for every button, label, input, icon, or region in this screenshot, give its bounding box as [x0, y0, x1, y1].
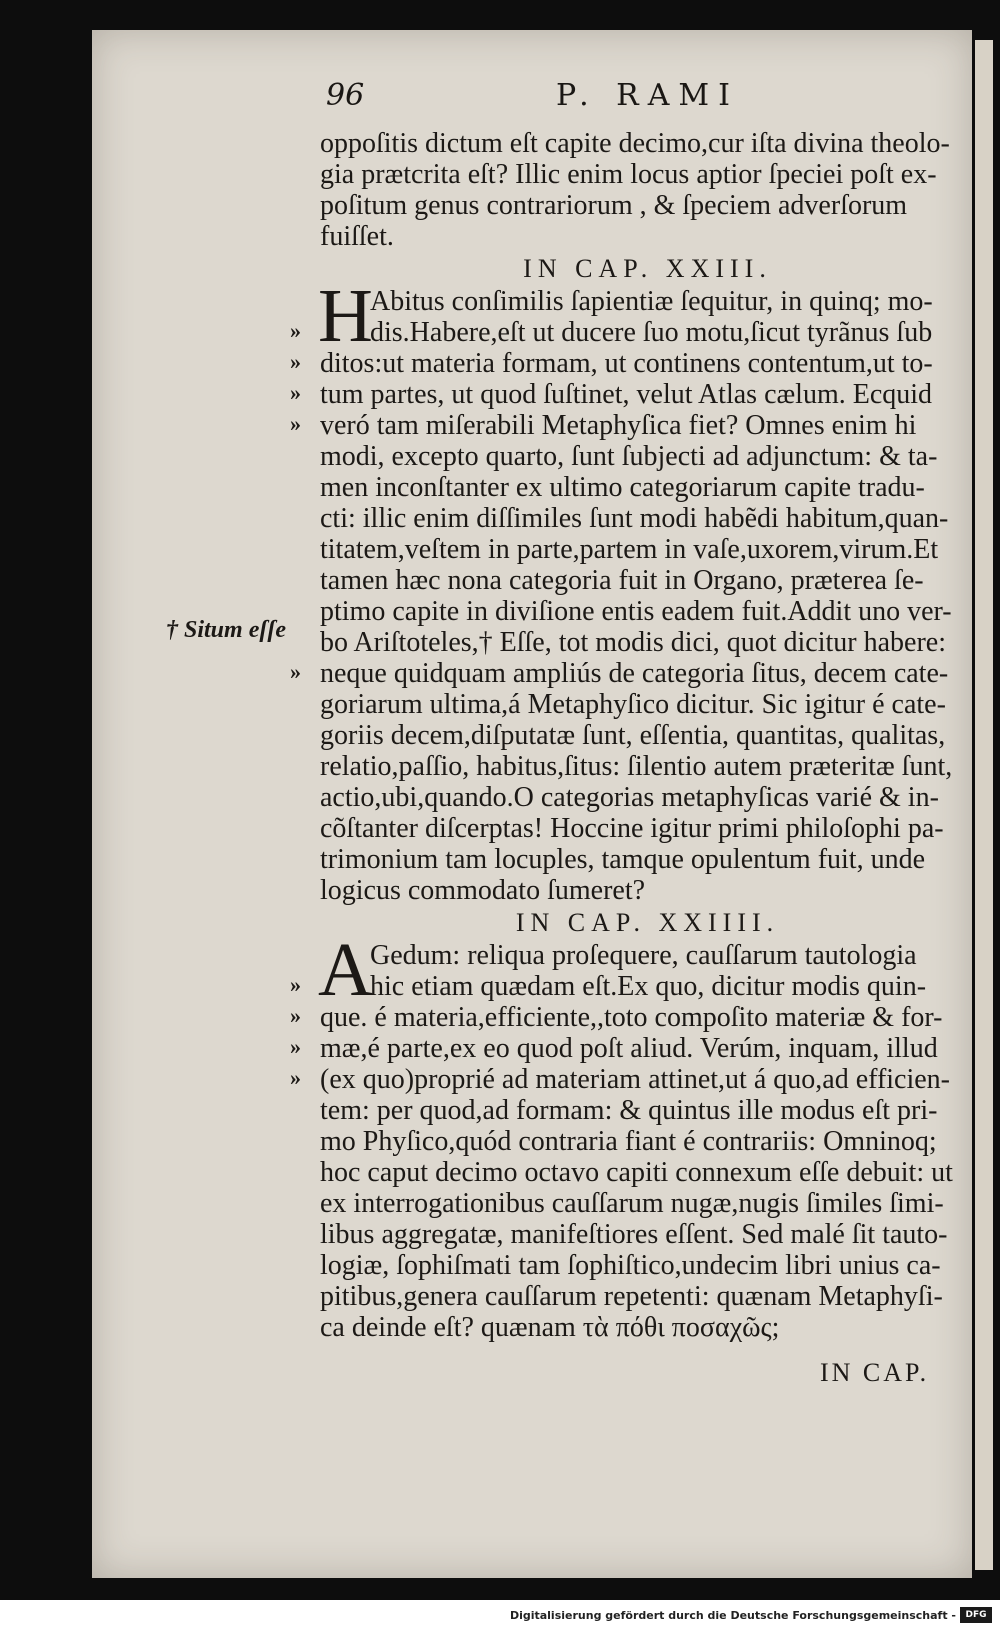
- text-line: poſitum genus contrariorum , & ſpeciem adverſorum: [320, 190, 908, 221]
- text-line: pitibus,genera cauſſarum repetenti: quænam Metaphyſi-: [320, 1281, 943, 1312]
- quote-mark: »: [290, 380, 301, 405]
- text-line: que. é materia,efficiente,,toto compoſito materiæ & for-: [320, 1002, 943, 1033]
- text-line: men inconſtanter ex ultimo categoriarum capite tradu-: [320, 472, 925, 503]
- text-line: bo Ariſtoteles,† Eſſe, tot modis dici, quot dicitur habere:: [320, 627, 946, 658]
- text-line: logiæ, ſophiſmati tam ſophiſtico,undecim libri unius ca-: [320, 1250, 941, 1281]
- text-line: ptimo capite in diviſione entis eadem fuit.Addit uno ver-: [320, 596, 952, 627]
- marginal-note: † Situm eſſe: [166, 617, 286, 643]
- text-line: fuiſſet.: [320, 221, 394, 252]
- quote-mark: »: [290, 349, 301, 374]
- text-line: libus aggregatæ, manifeſtiores eſſent. Sed malé ſit tauto-: [320, 1219, 948, 1250]
- quote-mark: »: [290, 411, 301, 436]
- text-line: dis.Habere,eſt ut ducere ſuo motu,ſicut tyrãnus ſub: [370, 317, 933, 348]
- text-line: ex interrogationibus cauſſarum nugæ,nugis ſimiles ſimi-: [320, 1188, 944, 1219]
- text-line: relatio,paſſio, habitus,ſitus: ſilentio autem præteritæ ſunt,: [320, 751, 953, 782]
- page-number: 96: [326, 78, 365, 113]
- text-line: mo Phyſico,quód contraria fiant é contrariis: Omninoq;: [320, 1126, 937, 1157]
- text-line: hoc caput decimo octavo capiti connexum eſſe debuit: ut: [320, 1157, 953, 1188]
- quote-mark: »: [290, 1003, 301, 1028]
- drop-initial: H: [318, 274, 373, 358]
- text-line: cõſtanter diſcerptas! Hoccine igitur primi philoſophi pa-: [320, 813, 944, 844]
- text-line: mæ,é parte,ex eo quod poſt aliud. Verúm, inquam, illud: [320, 1033, 938, 1064]
- text-line: neque quidquam ampliús de categoria ſitus, decem cate-: [320, 658, 949, 689]
- quote-mark: »: [290, 972, 301, 997]
- page-edge: [975, 40, 993, 1570]
- text-line: ditos:ut materia formam, ut continens contentum,ut to-: [320, 348, 933, 379]
- text-line: tum partes, ut quod ſuſtinet, velut Atlas cælum. Ecquid: [320, 379, 933, 410]
- text-line: logicus commodato ſumeret?: [320, 875, 646, 906]
- section-heading: IN CAP. XXIII.: [523, 254, 772, 283]
- text-line: (ex quo)proprié ad materiam attinet,ut á quo,ad efficien-: [320, 1064, 950, 1095]
- quote-mark: »: [290, 318, 301, 343]
- section-heading: IN CAP. XXIIII.: [515, 908, 780, 937]
- running-title: P. RAMI: [556, 78, 739, 113]
- footer-credit: Digitalisierung gefördert durch die Deutsche Forschungsgemeinschaft -: [509, 1609, 956, 1622]
- quote-mark: »: [290, 1034, 301, 1059]
- text-line: oppoſitis dictum eſt capite decimo,cur iſta divina theolo-: [320, 128, 950, 159]
- text-line: goriis decem,diſputatæ ſunt, eſſentia, quantitas, qualitas,: [320, 720, 946, 751]
- text-line: titatem,veſtem in parte,partem in vaſe,uxorem,virum.Et: [320, 534, 939, 565]
- text-line: goriarum ultima,á Metaphyſico dicitur. Sic igitur é cate-: [320, 689, 946, 720]
- text-line: hic etiam quædam eſt.Ex quo, dicitur modis quin-: [370, 971, 927, 1002]
- text-line: actio,ubi,quando.O categorias metaphyſicas varié & in-: [320, 782, 939, 813]
- catchword: IN CAP.: [820, 1358, 930, 1387]
- text-line: veró tam miſerabili Metaphyſica fiet? Omnes enim hi: [320, 410, 917, 441]
- drop-initial: A: [318, 928, 373, 1012]
- text-line: cti: illic enim diſſimiles ſunt modi habẽdi habitum,quan-: [320, 503, 949, 534]
- text-line: tem: per quod,ad formam: & quintus ille modus eſt pri-: [320, 1095, 938, 1126]
- quote-mark: »: [290, 659, 301, 684]
- dfg-logo: DFG: [960, 1607, 992, 1623]
- text-line: tamen hæc nona categoria fuit in Organo, præterea ſe-: [320, 565, 924, 596]
- text-line: gia prætcrita eſt? Illic enim locus aptior ſpeciei poſt ex-: [320, 159, 937, 190]
- footer: [0, 1602, 1000, 1629]
- running-head: [326, 78, 766, 122]
- text-line: ca deinde eſt? quænam τὰ πόθι ποσαχῶς;: [320, 1312, 780, 1343]
- text-line: modi, excepto quarto, ſunt ſubjecti ad adjunctum: & ta-: [320, 441, 938, 472]
- text-line: trimonium tam locuples, tamque opulentum fuit, unde: [320, 844, 926, 875]
- quote-mark: »: [290, 1065, 301, 1090]
- text-line: Abitus conſimilis ſapientiæ ſequitur, in quinq; mo-: [370, 286, 933, 317]
- text-line: Gedum: reliqua proſequere, cauſſarum tautologia: [370, 940, 917, 971]
